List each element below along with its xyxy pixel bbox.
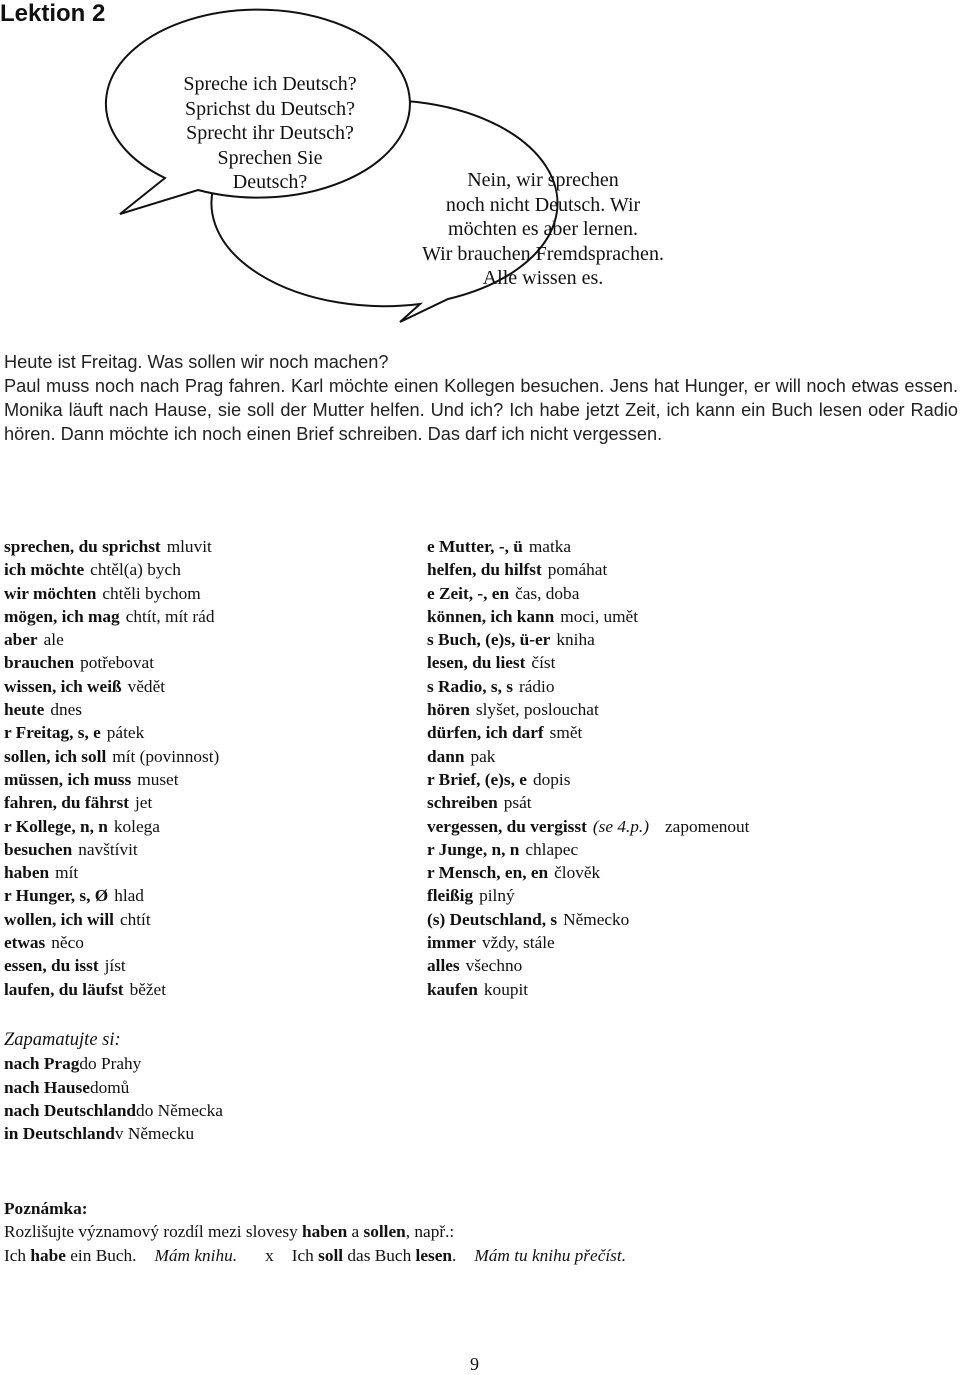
note-section bbox=[4, 1197, 626, 1267]
vocab-czech: navštívit bbox=[78, 839, 138, 859]
example-text: Ich bbox=[4, 1245, 31, 1265]
vocab-entry bbox=[4, 815, 219, 838]
bubble-right-text bbox=[408, 168, 678, 291]
vocab-german: fleißig bbox=[427, 886, 474, 906]
vocab-german: r Brief, (e)s, e bbox=[427, 769, 527, 789]
vocab-german: aber bbox=[4, 630, 38, 650]
bubble-line: Wir brauchen Fremdsprachen. bbox=[422, 242, 664, 265]
vocab-german: schreiben bbox=[427, 793, 498, 813]
note-text: a bbox=[347, 1222, 364, 1242]
vocab-german: nach Hause bbox=[4, 1077, 90, 1097]
vocab-czech: běžet bbox=[129, 979, 167, 999]
vocab-german: laufen, du läufst bbox=[4, 979, 124, 999]
vocab-czech: zapomenout bbox=[665, 816, 750, 836]
vocab-german: wissen, ich weiß bbox=[4, 676, 122, 696]
vocabulary-list-right bbox=[427, 535, 749, 1001]
vocab-entry bbox=[427, 908, 749, 931]
vocab-german: r Mensch, en, en bbox=[427, 863, 549, 883]
remember-section bbox=[4, 1029, 223, 1145]
vocab-german: lesen, du liest bbox=[427, 653, 526, 673]
vocab-entry bbox=[427, 721, 749, 744]
vocab-czech: chtít bbox=[119, 909, 151, 929]
vocab-entry bbox=[427, 628, 749, 651]
vocab-entry bbox=[4, 651, 219, 674]
vocab-german: ich möchte bbox=[4, 560, 85, 580]
vocab-czech: vědět bbox=[127, 676, 166, 696]
vocab-entry bbox=[4, 1122, 223, 1145]
lesson-title: Lektion 2 bbox=[0, 0, 106, 27]
vocab-german: s Radio, s, s bbox=[427, 676, 513, 696]
vocab-czech: pátek bbox=[106, 723, 145, 743]
vocab-german: nach Prag bbox=[4, 1054, 80, 1074]
bubble-line: noch nicht Deutsch. Wir bbox=[445, 193, 641, 216]
vocab-german: helfen, du hilfst bbox=[427, 560, 542, 580]
bubble-line: Nein, wir sprechen bbox=[467, 169, 619, 191]
vocab-german: dann bbox=[427, 746, 465, 766]
vocab-entry bbox=[4, 721, 219, 744]
example-text: . bbox=[452, 1245, 457, 1265]
vocab-german: r Freitag, s, e bbox=[4, 723, 101, 743]
vocab-german: dürfen, ich darf bbox=[427, 723, 544, 743]
vocab-czech: něco bbox=[51, 933, 84, 953]
reading-text bbox=[4, 350, 958, 446]
vocab-german: e Zeit, -, en bbox=[427, 583, 510, 603]
note-keyword-haben: haben bbox=[302, 1222, 348, 1242]
vocab-german: brauchen bbox=[4, 653, 75, 673]
bubble-line: Deutsch? bbox=[232, 171, 308, 188]
vocab-german: r Kollege, n, n bbox=[4, 816, 108, 836]
vocab-german: mögen, ich mag bbox=[4, 606, 120, 626]
vocab-entry bbox=[427, 884, 749, 907]
vocab-czech: potřebovat bbox=[80, 653, 155, 673]
vocab-czech: mít bbox=[55, 863, 79, 883]
note-text: , např.: bbox=[405, 1222, 455, 1242]
vocab-german: (s) Deutschland, s bbox=[427, 909, 558, 929]
vocab-czech: domů bbox=[89, 1077, 130, 1097]
vocab-czech: matka bbox=[528, 537, 572, 556]
example-text: ein Buch. bbox=[65, 1245, 137, 1265]
vocab-entry bbox=[4, 1076, 223, 1099]
vocab-entry bbox=[427, 582, 749, 605]
vocab-czech: všechno bbox=[465, 956, 523, 976]
vocab-czech: chlapec bbox=[525, 839, 579, 859]
vocab-german: heute bbox=[4, 700, 45, 720]
vocab-czech: do Prahy bbox=[79, 1054, 142, 1074]
vocab-czech: muset bbox=[137, 769, 179, 789]
vocab-german: kaufen bbox=[427, 979, 478, 999]
vocab-german: fahren, du fährst bbox=[4, 793, 129, 813]
vocab-czech: mít (povinnost) bbox=[112, 746, 220, 766]
vocab-entry bbox=[427, 605, 749, 628]
vocab-czech: kniha bbox=[556, 630, 595, 650]
example-text: Ich bbox=[291, 1245, 319, 1265]
vocab-czech: smět bbox=[549, 723, 583, 743]
vocab-entry bbox=[427, 698, 749, 721]
vocab-entry bbox=[427, 954, 749, 977]
vocab-german: r Junge, n, n bbox=[427, 839, 520, 859]
vocab-entry bbox=[4, 838, 219, 861]
vocab-czech: v Německu bbox=[114, 1124, 195, 1144]
bubble-line: Sprechen Sie bbox=[217, 146, 323, 169]
example-separator: x bbox=[265, 1245, 274, 1265]
vocab-entry bbox=[4, 535, 219, 558]
vocab-czech: Německo bbox=[563, 909, 630, 929]
vocab-czech: chtít, mít rád bbox=[125, 606, 215, 626]
vocab-german: müssen, ich muss bbox=[4, 769, 132, 789]
vocab-entry bbox=[4, 628, 219, 651]
vocab-czech: ale bbox=[43, 630, 64, 650]
vocab-entry bbox=[427, 791, 749, 814]
bubble-line: Sprichst du Deutsch? bbox=[185, 97, 355, 120]
vocab-czech: vždy, stále bbox=[481, 933, 555, 953]
vocab-german: s Buch, (e)s, ü-er bbox=[427, 630, 551, 650]
vocab-czech: slyšet, poslouchat bbox=[475, 700, 599, 720]
vocab-czech: číst bbox=[531, 653, 556, 673]
vocab-czech: jet bbox=[135, 793, 153, 813]
vocab-german: vergessen, du vergisst bbox=[427, 816, 587, 836]
vocab-entry bbox=[4, 605, 219, 628]
vocab-czech: psát bbox=[503, 793, 532, 813]
vocab-entry bbox=[4, 768, 219, 791]
vocab-german: e Mutter, -, ü bbox=[427, 537, 523, 556]
vocab-czech: moci, umět bbox=[560, 606, 639, 626]
example-translation: Mám tu knihu přečíst. bbox=[474, 1245, 627, 1265]
vocab-entry bbox=[4, 908, 219, 931]
note-keyword-sollen: sollen bbox=[363, 1222, 406, 1242]
vocab-czech: člověk bbox=[554, 863, 601, 883]
vocab-entry bbox=[427, 931, 749, 954]
example-verb: habe bbox=[30, 1245, 66, 1265]
vocab-czech: kolega bbox=[113, 816, 160, 836]
vocab-german: hören bbox=[427, 700, 470, 720]
note-text: Rozlišujte významový rozdíl mezi slovesy bbox=[4, 1222, 303, 1242]
vocab-german: können, ich kann bbox=[427, 606, 555, 626]
vocab-entry bbox=[4, 954, 219, 977]
vocab-entry bbox=[4, 791, 219, 814]
bubble-line: möchten es aber lernen. bbox=[448, 218, 638, 240]
reading-paragraph: Paul muss noch nach Prag fahren. Karl möchte einen Kollegen besuchen. Jens hat Hunger, er will noch etwas essen. Monika läuft nach Hause, sie soll der Mutter helfen. Und ich? Ich habe jetzt Zeit, ich kann ein Buch lesen oder Radio hören. Dann möchte ich noch einen Brief schreiben. Das darf ich nicht vergessen. bbox=[4, 376, 958, 444]
vocab-entry bbox=[427, 535, 749, 558]
vocab-czech: mluvit bbox=[166, 537, 212, 556]
vocab-entry bbox=[427, 651, 749, 674]
vocab-czech: do Německa bbox=[136, 1100, 223, 1120]
vocab-german: haben bbox=[4, 863, 50, 883]
vocab-entry bbox=[427, 675, 749, 698]
vocab-entry bbox=[4, 675, 219, 698]
vocab-entry bbox=[427, 978, 749, 1001]
note-heading: Poznámka: bbox=[4, 1199, 88, 1218]
bubble-left-text bbox=[170, 72, 370, 188]
vocab-german: essen, du isst bbox=[4, 956, 99, 976]
vocab-entry bbox=[4, 1052, 223, 1075]
vocab-german: nach Deutschland bbox=[4, 1100, 137, 1120]
note-example-line bbox=[4, 1244, 626, 1267]
vocab-czech: chtěli bychom bbox=[102, 583, 201, 603]
vocab-entry bbox=[427, 815, 749, 838]
note-line bbox=[4, 1220, 626, 1243]
vocab-entry bbox=[4, 582, 219, 605]
vocab-german: wollen, ich will bbox=[4, 909, 114, 929]
vocab-czech: pak bbox=[470, 746, 496, 766]
example-translation: Mám knihu. bbox=[154, 1245, 238, 1265]
vocab-entry bbox=[427, 745, 749, 768]
example-text: das Buch bbox=[343, 1245, 416, 1265]
vocab-czech: dnes bbox=[50, 700, 83, 720]
reading-first-line: Heute ist Freitag. Was sollen wir noch machen? bbox=[4, 352, 389, 372]
vocab-entry bbox=[4, 884, 219, 907]
vocab-czech: chtěl(a) bych bbox=[90, 560, 181, 580]
vocabulary-list-left bbox=[4, 535, 219, 1001]
vocab-czech: pomáhat bbox=[547, 560, 608, 580]
vocab-note: (se 4.p.) bbox=[592, 816, 649, 836]
vocab-czech: pilný bbox=[479, 886, 515, 906]
vocab-czech: rádio bbox=[518, 676, 555, 696]
vocab-german: sollen, ich soll bbox=[4, 746, 107, 766]
vocab-entry bbox=[4, 698, 219, 721]
vocab-czech: hlad bbox=[114, 886, 144, 906]
vocab-german: sprechen, du sprichst bbox=[4, 537, 161, 556]
bubble-line: Alle wissen es. bbox=[482, 267, 604, 289]
bubble-line: Sprecht ihr Deutsch? bbox=[186, 122, 354, 144]
vocab-entry bbox=[427, 838, 749, 861]
vocab-entry bbox=[4, 558, 219, 581]
page-number: 9 bbox=[470, 1354, 479, 1374]
vocab-german: immer bbox=[427, 933, 476, 953]
vocab-german: in Deutschland bbox=[4, 1124, 115, 1144]
example-verb: lesen bbox=[415, 1245, 453, 1265]
bubble-line: Spreche ich Deutsch? bbox=[183, 73, 357, 95]
vocab-entry bbox=[4, 1099, 223, 1122]
vocab-czech: jíst bbox=[104, 956, 126, 976]
vocab-entry bbox=[4, 745, 219, 768]
vocab-german: besuchen bbox=[4, 839, 73, 859]
vocab-entry bbox=[427, 768, 749, 791]
vocab-german: alles bbox=[427, 956, 460, 976]
remember-heading: Zapamatujte si: bbox=[4, 1030, 121, 1050]
vocab-german: wir möchten bbox=[4, 583, 97, 603]
vocab-entry bbox=[4, 978, 219, 1001]
vocab-german: etwas bbox=[4, 933, 46, 953]
vocab-entry bbox=[427, 558, 749, 581]
vocab-czech: koupit bbox=[483, 979, 529, 999]
vocab-entry bbox=[4, 931, 219, 954]
vocab-german: r Hunger, s, Ø bbox=[4, 886, 109, 906]
vocab-entry bbox=[427, 861, 749, 884]
vocab-czech: čas, doba bbox=[515, 583, 580, 603]
remember-list bbox=[4, 1052, 223, 1145]
vocab-entry bbox=[4, 861, 219, 884]
vocab-czech: dopis bbox=[532, 769, 571, 789]
example-verb: soll bbox=[318, 1245, 344, 1265]
